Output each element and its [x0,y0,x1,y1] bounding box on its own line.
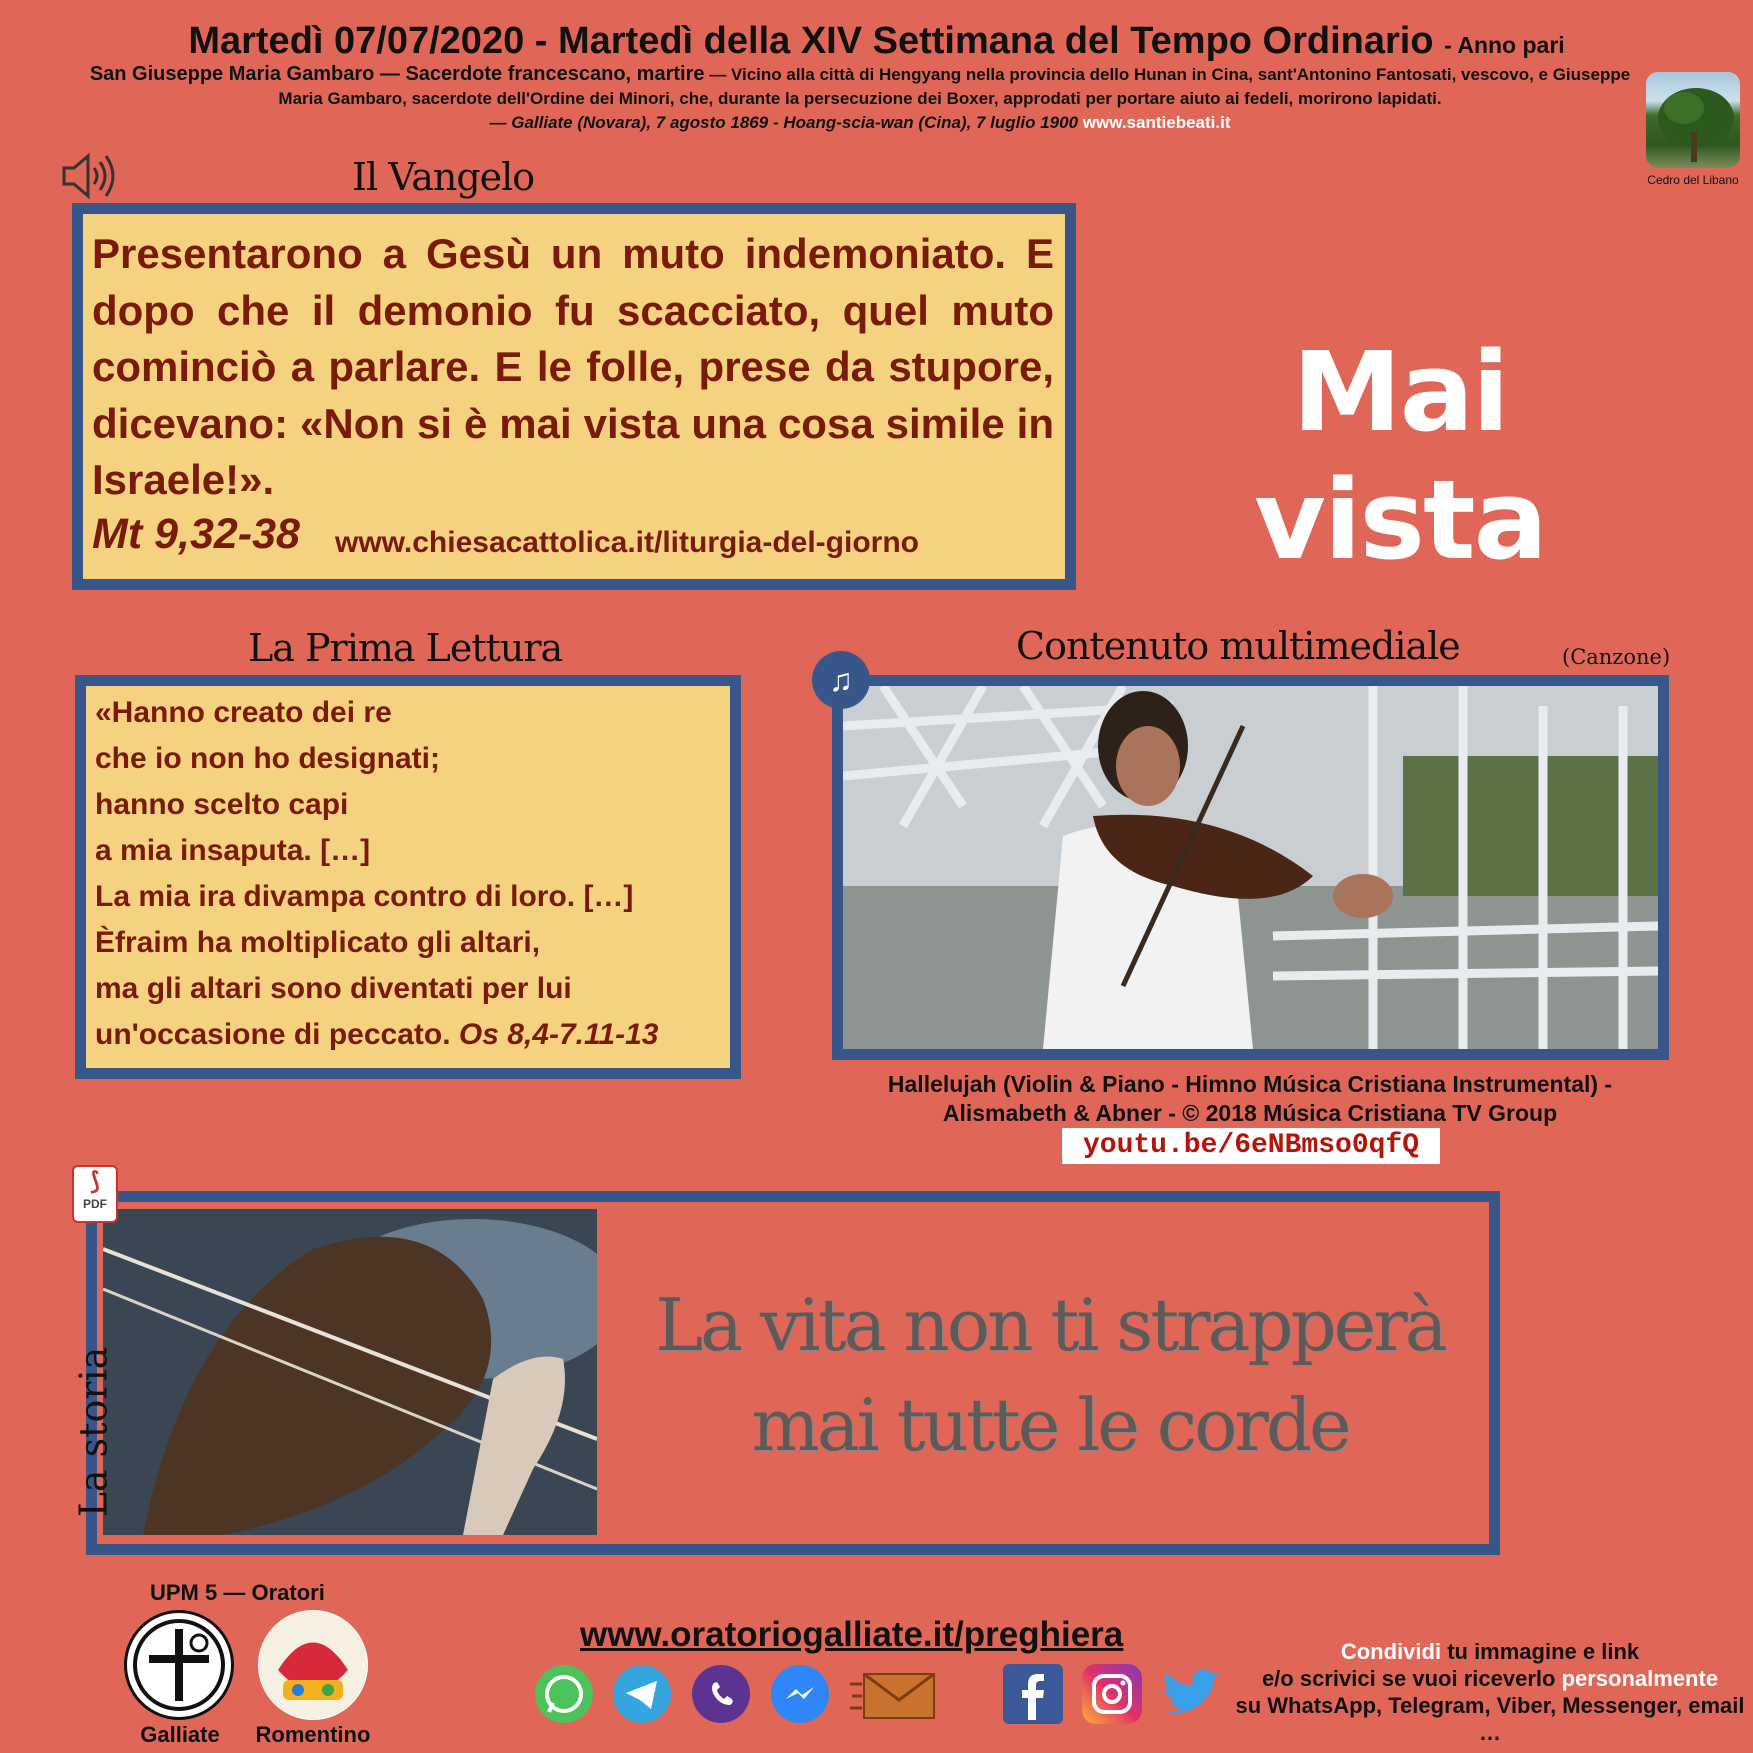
reading-line: La mia ira divampa contro di loro. […] [95,880,634,913]
galliate-label: Galliate [140,1722,220,1747]
prima-lettura-heading: La Prima Lettura [248,626,563,670]
caption-line-1: Hallelujah (Violin & Piano - Himno Música Cristiana Instrumental) - [887,1071,1613,1097]
share-text-1: tu immagine e link [1441,1639,1640,1664]
pdf-icon[interactable]: ⟆ PDF [72,1165,118,1223]
year-suffix: - Anno pari [1444,32,1565,58]
saint-url[interactable]: www.santiebeati.it [1082,113,1231,132]
saint-dates: — Galliate (Novara), 7 agosto 1869 - Hoang-scia-wan (Cina), 7 luglio 1900 [489,113,1079,132]
reading-line-last: un'occasione di peccato. [95,1018,451,1051]
share-text-2: e/o scrivici se vuoi riceverlo [1261,1666,1562,1691]
instagram-icon[interactable] [1082,1664,1142,1724]
share-text-3: su WhatsApp, Telegram, Viber, Messenger, email … [1235,1693,1745,1745]
reading-line: che io non ho designati; [95,742,440,775]
twitter-icon[interactable] [1158,1668,1222,1720]
video-caption [830,1070,1670,1128]
reading-line: a mia insaputa. […] [95,834,371,867]
email-icon[interactable] [850,1670,936,1722]
storia-side-label: La storia [71,1346,116,1518]
storia-title-line-1: La vita non ti strapperà [655,1283,1445,1367]
messenger-icon[interactable] [771,1665,829,1723]
saint-of-day [80,62,1640,135]
multimedia-heading: Contenuto multimediale [1016,624,1460,668]
oratorio-url[interactable]: www.oratoriogalliate.it/preghiera [580,1615,1124,1654]
youtube-link[interactable]: youtu.be/6eNBmso0qfQ [1062,1128,1440,1164]
romentino-logo[interactable] [258,1610,368,1720]
saint-name: San Giuseppe Maria Gambaro — Sacerdote francescano, martire [89,63,705,85]
headline: Mai vista [1254,328,1546,584]
galliate-logo[interactable] [124,1610,234,1720]
storia-title-line-2: mai tutte le corde [751,1383,1349,1467]
viber-icon[interactable] [692,1665,750,1723]
share-message [1230,1638,1750,1746]
reading-reference: Os 8,4-7.11-13 [458,1018,659,1051]
reading-line: «Hanno creato dei re [95,696,392,729]
cedar-tree-image [1646,72,1740,168]
vangelo-text: Presentarono a Gesù un muto indemoniato. E dopo che il demonio fu scacciato, quel muto cominciò a parlare. E le folle, prese da stupore, dicevano: «Non si è mai vista una cosa simile in Israele!». [92,230,1054,503]
page-title [0,20,1753,63]
saint-description: — Vicino alla città di Hengyang nella provincia dello Hunan in Cina, sant'Antonino Fantosati, vescovo, e Giuseppe Maria Gambaro, sacerdote dell'Ordine dei Minori, che, durante la persecuzione dei Boxer, approdati per portare aiuto ai fedeli, morirono lapidati. [278,65,1631,108]
romentino-label: Romentino [255,1722,371,1747]
music-note-icon[interactable]: ♫ [812,651,870,709]
share-highlight-1: Condividi [1340,1639,1442,1664]
tree-label: Cedro del Libano [1647,173,1739,187]
violin-photo[interactable] [103,1209,597,1535]
vangelo-url[interactable]: www.chiesacattolica.it/liturgia-del-giorno [335,526,919,559]
whatsapp-icon[interactable] [535,1665,593,1723]
facebook-icon[interactable] [1003,1664,1063,1724]
reading-line: Èfraim ha moltiplicato gli altari, [95,926,541,959]
speaker-icon[interactable] [60,152,118,205]
reading-line: hanno scelto capi [95,788,349,821]
reading-line [95,1012,735,1058]
share-highlight-2: personalmente [1561,1666,1719,1691]
caption-line-2: Alismabeth & Abner - © 2018 Música Cristiana TV Group [942,1100,1558,1126]
storia-title [610,1275,1490,1475]
reading-line: ma gli altari sono diventati per lui [95,972,572,1005]
upm-label: UPM 5 — Oratori [150,1580,325,1605]
date-title: Martedì 07/07/2020 - Martedì della XIV Settimana del Tempo Ordinario [188,20,1434,62]
vangelo-reference: Mt 9,32-38 [92,510,300,558]
multimedia-tag: (Canzone) [1562,645,1671,669]
telegram-icon[interactable] [613,1665,671,1723]
vangelo-heading: Il Vangelo [352,155,535,199]
video-thumbnail[interactable] [832,675,1669,1060]
prima-lettura-text [95,690,735,1058]
pdf-label: PDF [83,1197,107,1211]
